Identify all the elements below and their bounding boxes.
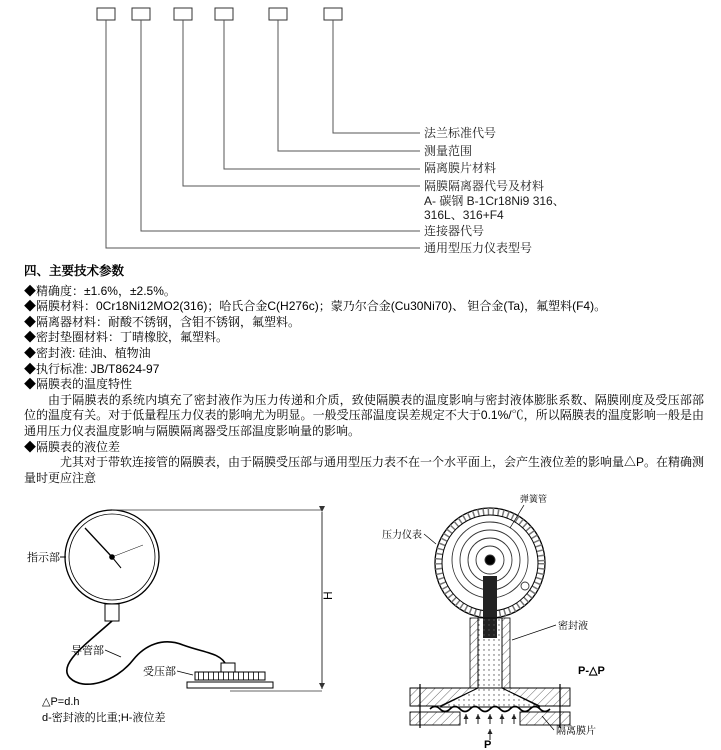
label-material-options-2: 316L、316+F4 [424,208,504,222]
pressure-part-upper-plate [195,672,265,680]
level-formula-note: d-密封液的比重;H-液位差 [42,712,166,724]
label-flange-standard: 法兰标准代号 [424,126,497,140]
level-paragraph: 尤其对于带软连接管的隔膜表，由于隔膜受压部与通用型压力表不在一个水平面上，会产生液位差的影响量△P。在精确测量时更应注意 [24,455,705,485]
coil-hub [485,555,495,565]
stem-wall-left [470,618,478,688]
gauge-scale-line [112,545,143,557]
pressure-arrows [466,714,514,740]
bullet-temperature-property: ◆隔膜表的温度特性 [24,377,133,392]
gauge-pivot [110,555,115,560]
label-measure-range: 测量范围 [424,144,473,158]
temperature-paragraph: 由于隔膜表的系统内填充了密封液作为压力传递和介质，致使隔膜表的温度影响与密封液体膨胀系数、隔膜刚度及受压部部位的温度有关。对于低量程压力仪表的影响尤为明显。一般受压部温度误差规定不大于0.1%/℃，所以隔膜表的温度影响一般是由通用压力仪表温度影响与隔膜隔离器受压部温度影响量的影响。 [24,392,704,438]
bullet-level-difference: ◆隔膜表的液位差 [24,439,121,454]
bullet-diaphragm-material: ◆隔膜材料：0Cr18Ni12MO2(316)；哈氏合金C(H276c)；蒙乃尔合金(Cu30Ni70)、 钽合金(Ta)，氟塑料(F4)。 [24,299,607,314]
bullet-accuracy: ◆精确度：±1.6%，±2.5%。 [24,283,176,298]
leader-line-model-type [106,20,420,248]
tech-params-section [24,264,704,486]
model-code-box-6 [324,8,342,20]
pressure-label: P [484,739,492,750]
gauge-neck [105,604,119,621]
bullet-isolator-material: ◆隔离器材料：耐酸不锈钢，含钼不锈钢，氟塑料。 [24,314,301,329]
lower-flange-left [410,712,460,725]
model-code-box-2 [132,8,150,20]
bullet-standard: ◆执行标准: JB/T8624-97 [24,361,160,376]
leader-line-isolator [183,20,420,186]
seal-liquid-leader [512,625,556,640]
label-isolator-code: 隔膜隔离器代号及材料 [424,179,545,193]
pressure-part-stem [221,663,235,672]
gauge-label: 压力仪表 [382,530,422,541]
model-code-leader-lines [106,20,420,248]
leader-line-range [278,20,420,151]
pressure-part-leader [177,671,193,675]
section-title: 四、主要技术参数 [24,264,125,278]
height-dimension [112,510,322,691]
indicator-label: 指示部 [27,552,60,564]
bullet-seal-liquid: ◆密封液: 硅油、植物油 [24,345,151,360]
pressure-part [187,663,273,688]
model-code-labels [424,125,565,255]
leader-line-diaphragm-material [224,20,420,169]
capillary-label: 导管部 [71,645,104,657]
gauge-leader [424,534,436,544]
height-label: H [321,591,335,600]
stem-liquid-channel [478,618,502,688]
pressure-part-label: 受压部 [143,666,176,678]
gauge-stem [470,618,510,688]
gauge-cross-section-diagram [372,488,721,750]
model-code-box-3 [174,8,192,20]
leader-line-flange [333,20,420,133]
label-gauge-model: 通用型压力仪表型号 [424,241,533,255]
level-formula: △P=d.h [42,696,80,708]
level-difference-diagram [15,495,370,750]
label-diaphragm-material: 隔离膜片材料 [424,161,497,175]
indicator-gauge [65,510,159,621]
model-code-box-5 [269,8,287,20]
bullet-gasket-material: ◆密封垫圈材料：丁晴橡胶，氟塑料。 [24,330,229,345]
label-connector-code: 连接器代号 [424,224,485,238]
model-code-diagram [0,0,721,260]
stem-wall-right [502,618,510,688]
pressure-part-lower-plate [187,682,273,688]
seal-liquid-label: 密封液 [558,621,588,632]
movement-pivot [521,582,529,590]
lower-flange-right [520,712,570,725]
label-material-options-1: A- 碳钢 B-1Cr18Ni9 316、 [424,194,565,208]
model-code-box-4 [215,8,233,20]
diaphragm-label: 隔离膜片 [556,726,596,737]
model-code-boxes [97,8,342,20]
gauge-needle [85,528,112,557]
spring-tube-label: 弹簧管 [520,494,548,504]
model-code-box-1 [97,8,115,20]
pressure-diff-label: P-△P [578,665,605,677]
capillary-leader [105,650,121,657]
